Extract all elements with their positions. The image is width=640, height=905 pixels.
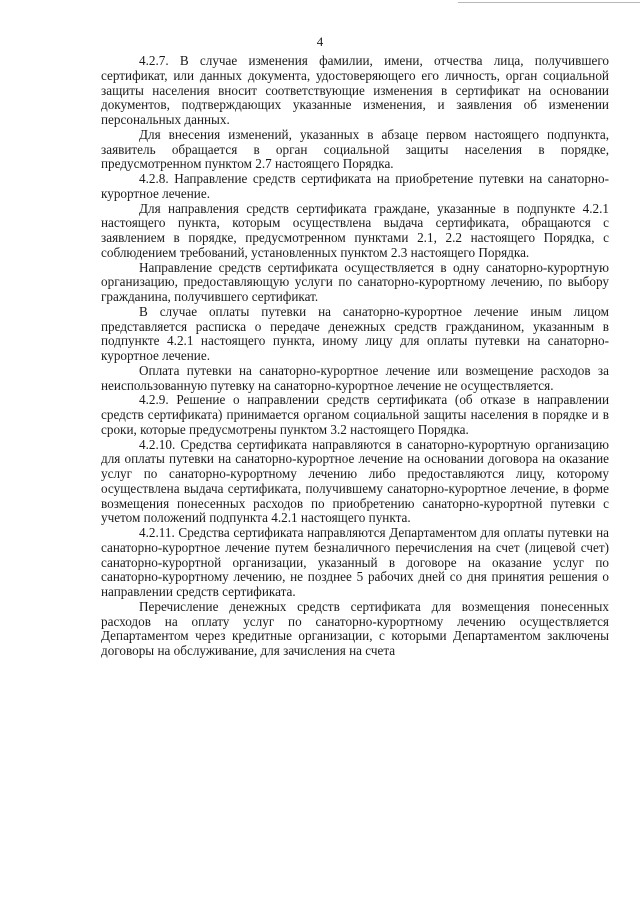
top-edge-line	[458, 2, 640, 3]
paragraph-transfer-funds: Перечисление денежных средств сертификата для возмещения понесенных расходов на оплату услуг по санаторно-курортному лечению осуществляется Департаментом через кредитные организации, с которыми Департаментом заключены договоры на обслуживание, для зачисления на счета	[101, 598, 609, 658]
paragraph-application: Для направления средств сертификата граждане, указанные в подпункте 4.2.1 настоящего пункта, которым осуществлена выдача сертификата, обращаются с заявлением в порядке, предусмотренном пунктами 2.1, 2.2 настоящего Порядка, с соблюдением требований, установленных пунктом 2.3 настоящего Порядка.	[101, 200, 609, 260]
paragraph-4-2-8: 4.2.8. Направление средств сертификата на приобретение путевки на санаторно-курортное лечение.	[101, 171, 609, 201]
paragraph-4-2-9: 4.2.9. Решение о направлении средств сертификата (об отказе в направлении средств сертификата) принимается органом социальной защиты населения в порядке и в сроки, которые предусмотрены пунктом 3.2 настоящего Порядка.	[101, 392, 609, 437]
document-body	[101, 54, 609, 659]
paragraph-unused-voucher: Оплата путевки на санаторно-курортное лечение или возмещение расходов за неиспользованную путевку на санаторно-курортное лечение не осуществляется.	[101, 362, 609, 393]
page-number: 4	[316, 34, 324, 49]
paragraph-4-2-10: 4.2.10. Средства сертификата направляются в санаторно-курортную организацию для оплаты путевки на санаторно-курортное лечение на основании договора на оказание услуг по санаторно-курортному лечению либо предоставляются лицу, которому осуществлена выдача сертификата, получившему санаторно-курортное лечение, в форме возмещения понесенных расходов по приобретению санаторно-курортной путевки с учетом положений подпункта 4.2.1 настоящего пункта.	[101, 436, 609, 526]
paragraph-4-2-7: 4.2.7. В случае изменения фамилии, имени, отчества лица, получившего сертификат, или данных документа, удостоверяющего его личность, орган социальной защиты населения вносит соответствующие изменения в сертификат на основании документов, подтверждающих указанные изменения, и заявления об изменении персональных данных.	[101, 53, 609, 127]
paragraph-single-organization: Направление средств сертификата осуществляется в одну санаторно-курортную организацию, предоставляющую услуги по санаторно-курортному лечению, по выбору гражданина, получившего сертификат.	[101, 259, 609, 304]
paragraph-changes-procedure: Для внесения изменений, указанных в абзаце первом настоящего подпункта, заявитель обращается в орган социальной защиты населения в порядке, предусмотренном пунктом 2.7 настоящего Порядка.	[101, 126, 609, 172]
paragraph-other-person-payment: В случае оплаты путевки на санаторно-курортное лечение иным лицом представляется расписка о передаче денежных средств гражданином, указанным в подпункте 4.2.1 настоящего пункта, иному лицу для оплаты путевки на санаторно-курортное лечение.	[101, 303, 609, 363]
paragraph-4-2-11: 4.2.11. Средства сертификата направляются Департаментом для оплаты путевки на санаторно-курортное лечение путем безналичного перечисления на счет (лицевой счет) санаторно-курортной организации, указанный в договоре на оказание услуг по санаторно-курортному лечению, не позднее 5 рабочих дней со дня принятия решения о направлении средств сертификата.	[101, 525, 609, 599]
